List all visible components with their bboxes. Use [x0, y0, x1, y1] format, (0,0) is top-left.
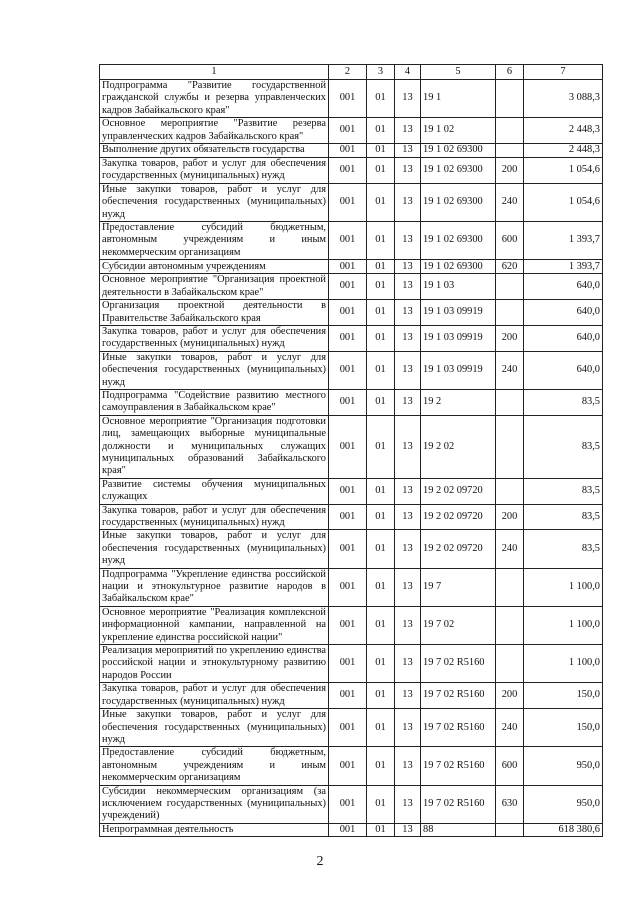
row-subsection-cell: 13	[395, 645, 421, 683]
row-target-article-cell: 19 1 02	[421, 118, 496, 144]
row-section-cell: 01	[367, 568, 395, 606]
row-target-article-cell: 19 1 03 09919	[421, 351, 496, 389]
row-subsection-cell: 13	[395, 222, 421, 260]
row-amount-cell: 150,0	[524, 683, 603, 709]
row-ministry-code-cell: 001	[329, 222, 367, 260]
row-expense-type-cell: 200	[496, 158, 524, 184]
table-row	[100, 144, 603, 158]
row-expense-type-cell	[496, 80, 524, 118]
row-ministry-code-cell: 001	[329, 260, 367, 274]
row-name-cell: Иные закупки товаров, работ и услуг для обеспечения государственных (муниципальных) нужд	[100, 183, 329, 221]
table-row	[100, 415, 603, 478]
row-ministry-code-cell: 001	[329, 504, 367, 530]
row-ministry-code-cell: 001	[329, 183, 367, 221]
table-row	[100, 568, 603, 606]
table-row	[100, 274, 603, 300]
table-row	[100, 606, 603, 644]
row-target-article-cell: 19 1 03 09919	[421, 325, 496, 351]
row-subsection-cell: 13	[395, 389, 421, 415]
row-target-article-cell: 19 7 02 R5160	[421, 645, 496, 683]
row-section-cell: 01	[367, 351, 395, 389]
table-row	[100, 300, 603, 326]
row-name-cell: Предоставление субсидий бюджетным, автономным учреждениям и иным некоммерческим организациям	[100, 747, 329, 785]
table-row	[100, 747, 603, 785]
row-section-cell: 01	[367, 530, 395, 568]
row-name-cell: Закупка товаров, работ и услуг для обеспечения государственных (муниципальных) нужд	[100, 158, 329, 184]
row-name-cell: Развитие системы обучения муниципальных служащих	[100, 478, 329, 504]
row-expense-type-cell	[496, 300, 524, 326]
row-section-cell: 01	[367, 183, 395, 221]
row-expense-type-cell: 240	[496, 183, 524, 221]
row-subsection-cell: 13	[395, 325, 421, 351]
row-ministry-code-cell: 001	[329, 683, 367, 709]
row-amount-cell: 2 448,3	[524, 118, 603, 144]
row-ministry-code-cell: 001	[329, 389, 367, 415]
table-row	[100, 260, 603, 274]
row-section-cell: 01	[367, 80, 395, 118]
row-section-cell: 01	[367, 222, 395, 260]
row-ministry-code-cell: 001	[329, 823, 367, 836]
row-ministry-code-cell: 001	[329, 80, 367, 118]
row-section-cell: 01	[367, 683, 395, 709]
row-expense-type-cell: 630	[496, 785, 524, 823]
row-expense-type-cell: 240	[496, 530, 524, 568]
table-row	[100, 158, 603, 184]
row-target-article-cell: 19 1 02 69300	[421, 183, 496, 221]
row-name-cell: Закупка товаров, работ и услуг для обеспечения государственных (муниципальных) нужд	[100, 504, 329, 530]
row-amount-cell: 83,5	[524, 389, 603, 415]
row-name-cell: Основное мероприятие "Организация проектной деятельности в Забайкальском крае"	[100, 274, 329, 300]
row-target-article-cell: 19 1 02 69300	[421, 158, 496, 184]
row-ministry-code-cell: 001	[329, 478, 367, 504]
column-header: 2	[329, 65, 367, 80]
row-name-cell: Основное мероприятие "Организация подготовки лиц, замещающих выборные муниципальные должности и муниципальных служащих муниципальных образований Забайкальского края"	[100, 415, 329, 478]
row-expense-type-cell	[496, 823, 524, 836]
row-name-cell: Основное мероприятие "Развитие резерва управленческих кадров Забайкальского края"	[100, 118, 329, 144]
column-header: 3	[367, 65, 395, 80]
row-expense-type-cell	[496, 478, 524, 504]
row-target-article-cell: 19 2 02 09720	[421, 530, 496, 568]
row-name-cell: Иные закупки товаров, работ и услуг для обеспечения государственных (муниципальных) нужд	[100, 709, 329, 747]
row-subsection-cell: 13	[395, 415, 421, 478]
row-expense-type-cell: 200	[496, 325, 524, 351]
row-expense-type-cell	[496, 568, 524, 606]
row-expense-type-cell: 620	[496, 260, 524, 274]
row-section-cell: 01	[367, 504, 395, 530]
row-name-cell: Основное мероприятие "Реализация комплексной информационной кампании, направленной на укрепление единства российской нации"	[100, 606, 329, 644]
row-section-cell: 01	[367, 645, 395, 683]
row-expense-type-cell	[496, 415, 524, 478]
row-ministry-code-cell: 001	[329, 351, 367, 389]
row-subsection-cell: 13	[395, 158, 421, 184]
row-target-article-cell: 19 1 02 69300	[421, 144, 496, 158]
row-expense-type-cell	[496, 274, 524, 300]
row-target-article-cell: 88	[421, 823, 496, 836]
row-name-cell: Субсидии автономным учреждениям	[100, 260, 329, 274]
row-subsection-cell: 13	[395, 823, 421, 836]
row-ministry-code-cell: 001	[329, 568, 367, 606]
row-section-cell: 01	[367, 478, 395, 504]
row-expense-type-cell: 240	[496, 709, 524, 747]
row-target-article-cell: 19 2 02 09720	[421, 504, 496, 530]
table-row	[100, 118, 603, 144]
row-target-article-cell: 19 7 02	[421, 606, 496, 644]
row-amount-cell: 1 100,0	[524, 645, 603, 683]
row-name-cell: Субсидии некоммерческим организациям (за исключением государственных (муниципальных) учреждений)	[100, 785, 329, 823]
row-subsection-cell: 13	[395, 118, 421, 144]
row-amount-cell: 640,0	[524, 274, 603, 300]
row-section-cell: 01	[367, 709, 395, 747]
row-amount-cell: 3 088,3	[524, 80, 603, 118]
row-ministry-code-cell: 001	[329, 606, 367, 644]
row-target-article-cell: 19 2	[421, 389, 496, 415]
row-target-article-cell: 19 2 02	[421, 415, 496, 478]
row-section-cell: 01	[367, 158, 395, 184]
column-header: 4	[395, 65, 421, 80]
row-target-article-cell: 19 7 02 R5160	[421, 709, 496, 747]
row-subsection-cell: 13	[395, 709, 421, 747]
row-amount-cell: 2 448,3	[524, 144, 603, 158]
row-amount-cell: 1 100,0	[524, 568, 603, 606]
row-name-cell: Подпрограмма "Содействие развитию местного самоуправления в Забайкальском крае"	[100, 389, 329, 415]
table-row	[100, 530, 603, 568]
row-target-article-cell: 19 7 02 R5160	[421, 747, 496, 785]
row-expense-type-cell	[496, 389, 524, 415]
table-row	[100, 222, 603, 260]
row-subsection-cell: 13	[395, 683, 421, 709]
row-amount-cell: 950,0	[524, 785, 603, 823]
row-ministry-code-cell: 001	[329, 530, 367, 568]
row-subsection-cell: 13	[395, 478, 421, 504]
row-section-cell: 01	[367, 274, 395, 300]
table-row	[100, 645, 603, 683]
row-section-cell: 01	[367, 415, 395, 478]
row-subsection-cell: 13	[395, 144, 421, 158]
row-amount-cell: 150,0	[524, 709, 603, 747]
row-target-article-cell: 19 7 02 R5160	[421, 785, 496, 823]
row-amount-cell: 1 054,6	[524, 183, 603, 221]
row-ministry-code-cell: 001	[329, 274, 367, 300]
column-header: 5	[421, 65, 496, 80]
table-row	[100, 478, 603, 504]
row-amount-cell: 1 393,7	[524, 222, 603, 260]
row-section-cell: 01	[367, 785, 395, 823]
table-row	[100, 709, 603, 747]
row-ministry-code-cell: 001	[329, 747, 367, 785]
row-ministry-code-cell: 001	[329, 709, 367, 747]
table-row	[100, 823, 603, 836]
row-expense-type-cell: 200	[496, 683, 524, 709]
row-expense-type-cell	[496, 645, 524, 683]
row-ministry-code-cell: 001	[329, 300, 367, 326]
row-ministry-code-cell: 001	[329, 158, 367, 184]
row-amount-cell: 83,5	[524, 530, 603, 568]
row-expense-type-cell	[496, 144, 524, 158]
column-header: 7	[524, 65, 603, 80]
row-subsection-cell: 13	[395, 300, 421, 326]
row-name-cell: Закупка товаров, работ и услуг для обеспечения государственных (муниципальных) нужд	[100, 683, 329, 709]
row-name-cell: Выполнение других обязательств государства	[100, 144, 329, 158]
table-row	[100, 80, 603, 118]
row-section-cell: 01	[367, 325, 395, 351]
table-row	[100, 504, 603, 530]
row-expense-type-cell	[496, 118, 524, 144]
row-name-cell: Закупка товаров, работ и услуг для обеспечения государственных (муниципальных) нужд	[100, 325, 329, 351]
row-subsection-cell: 13	[395, 504, 421, 530]
row-amount-cell: 640,0	[524, 325, 603, 351]
row-expense-type-cell: 600	[496, 222, 524, 260]
row-ministry-code-cell: 001	[329, 415, 367, 478]
row-section-cell: 01	[367, 747, 395, 785]
row-subsection-cell: 13	[395, 80, 421, 118]
table-row	[100, 785, 603, 823]
column-header: 6	[496, 65, 524, 80]
row-section-cell: 01	[367, 118, 395, 144]
row-ministry-code-cell: 001	[329, 144, 367, 158]
row-subsection-cell: 13	[395, 274, 421, 300]
row-section-cell: 01	[367, 300, 395, 326]
row-ministry-code-cell: 001	[329, 645, 367, 683]
table-row	[100, 351, 603, 389]
row-subsection-cell: 13	[395, 530, 421, 568]
row-ministry-code-cell: 001	[329, 118, 367, 144]
row-amount-cell: 83,5	[524, 478, 603, 504]
row-subsection-cell: 13	[395, 568, 421, 606]
row-expense-type-cell: 600	[496, 747, 524, 785]
row-section-cell: 01	[367, 144, 395, 158]
row-ministry-code-cell: 001	[329, 785, 367, 823]
row-expense-type-cell	[496, 606, 524, 644]
row-target-article-cell: 19 1 03 09919	[421, 300, 496, 326]
row-subsection-cell: 13	[395, 183, 421, 221]
row-name-cell: Иные закупки товаров, работ и услуг для обеспечения государственных (муниципальных) нужд	[100, 530, 329, 568]
row-amount-cell: 640,0	[524, 351, 603, 389]
row-amount-cell: 1 100,0	[524, 606, 603, 644]
row-target-article-cell: 19 2 02 09720	[421, 478, 496, 504]
row-amount-cell: 1 393,7	[524, 260, 603, 274]
row-target-article-cell: 19 1 02 69300	[421, 222, 496, 260]
row-target-article-cell: 19 1 03	[421, 274, 496, 300]
row-section-cell: 01	[367, 260, 395, 274]
row-name-cell: Непрограммная деятельность	[100, 823, 329, 836]
row-section-cell: 01	[367, 389, 395, 415]
row-name-cell: Организация проектной деятельности в Правительстве Забайкальского края	[100, 300, 329, 326]
row-name-cell: Подпрограмма "Развитие государственной гражданской службы и резерва управленческих кадров Забайкальского края"	[100, 80, 329, 118]
row-amount-cell: 1 054,6	[524, 158, 603, 184]
row-name-cell: Подпрограмма "Укрепление единства российской нации и этнокультурное развитие народов в Забайкальском крае"	[100, 568, 329, 606]
row-name-cell: Иные закупки товаров, работ и услуг для обеспечения государственных (муниципальных) нужд	[100, 351, 329, 389]
row-target-article-cell: 19 1	[421, 80, 496, 118]
table-header-row	[100, 65, 603, 80]
budget-table	[99, 64, 603, 837]
row-amount-cell: 640,0	[524, 300, 603, 326]
row-subsection-cell: 13	[395, 351, 421, 389]
row-section-cell: 01	[367, 823, 395, 836]
table-row	[100, 683, 603, 709]
table-body	[100, 80, 603, 837]
row-amount-cell: 83,5	[524, 504, 603, 530]
row-target-article-cell: 19 7	[421, 568, 496, 606]
table-row	[100, 183, 603, 221]
page-number: 2	[316, 854, 324, 869]
column-header: 1	[100, 65, 329, 80]
row-amount-cell: 950,0	[524, 747, 603, 785]
row-name-cell: Предоставление субсидий бюджетным, автономным учреждениям и иным некоммерческим организациям	[100, 222, 329, 260]
row-amount-cell: 83,5	[524, 415, 603, 478]
row-name-cell: Реализация мероприятий по укреплению единства российской нации и этнокультурному развитию народов России	[100, 645, 329, 683]
row-ministry-code-cell: 001	[329, 325, 367, 351]
table-row	[100, 325, 603, 351]
row-subsection-cell: 13	[395, 606, 421, 644]
row-target-article-cell: 19 1 02 69300	[421, 260, 496, 274]
row-expense-type-cell: 240	[496, 351, 524, 389]
row-subsection-cell: 13	[395, 747, 421, 785]
row-expense-type-cell: 200	[496, 504, 524, 530]
table-row	[100, 389, 603, 415]
row-target-article-cell: 19 7 02 R5160	[421, 683, 496, 709]
row-subsection-cell: 13	[395, 260, 421, 274]
row-amount-cell: 618 380,6	[524, 823, 603, 836]
row-section-cell: 01	[367, 606, 395, 644]
row-subsection-cell: 13	[395, 785, 421, 823]
